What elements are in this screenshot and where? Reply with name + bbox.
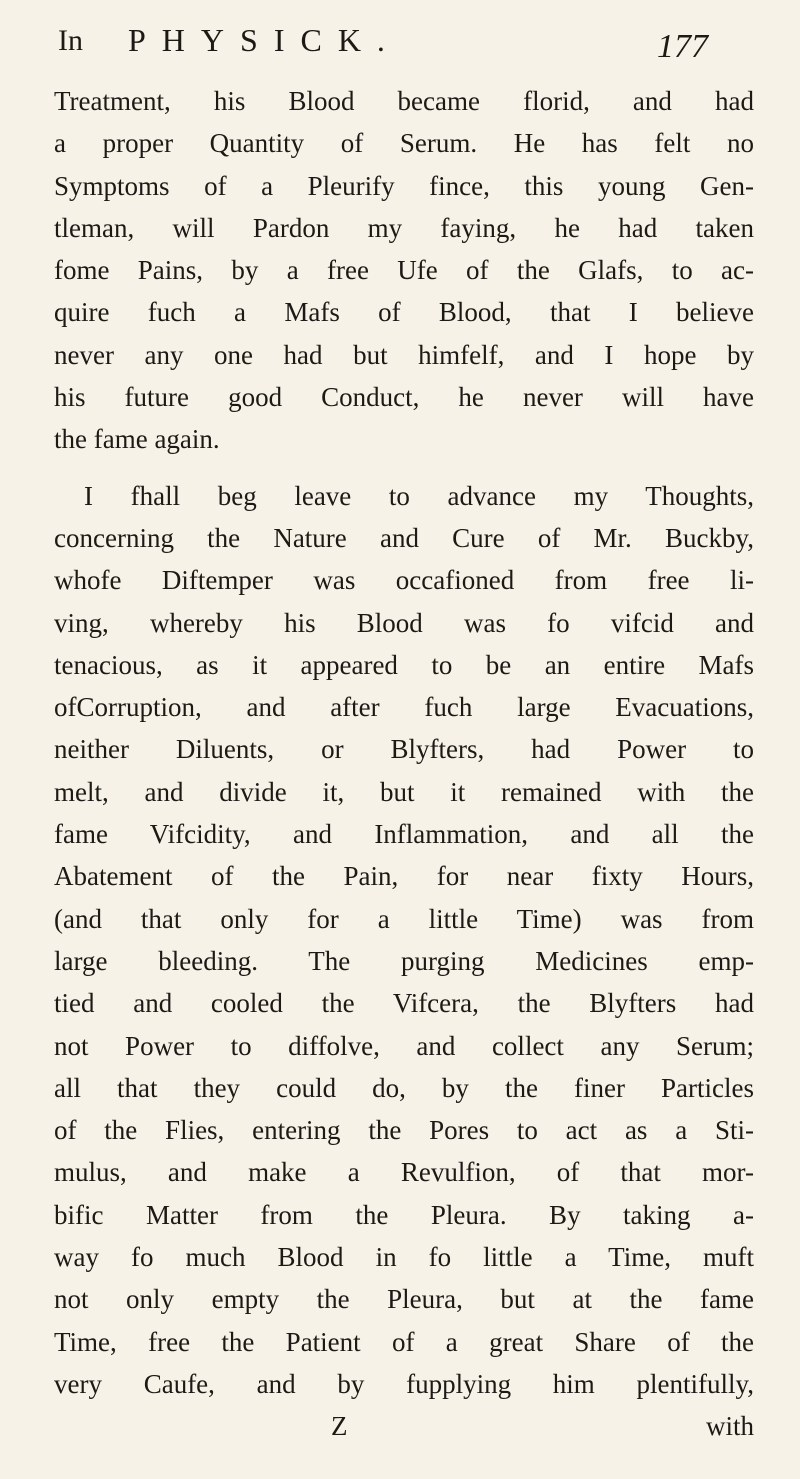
text-line: never any one had but himfelf, and I hope by — [54, 339, 754, 370]
running-title: PHYSICK. — [128, 22, 401, 58]
header-prefix: In — [58, 24, 83, 57]
text-line: a proper Quantity of Serum. He has felt no — [54, 128, 754, 159]
text-line: very Caufe, and by fupplying him plentifully, — [54, 1368, 754, 1399]
text-line: ofCorruption, and after fuch large Evacuations, — [54, 692, 754, 723]
text-line: melt, and divide it, but it remained with the — [54, 776, 754, 807]
text-line: ving, whereby his Blood was fo vifcid and — [54, 607, 754, 638]
text-line: whofe Diftemper was occafioned from free li- — [54, 565, 754, 596]
text-line: mulus, and make a Revulfion, of that mor- — [54, 1157, 754, 1188]
page-number: 177 — [657, 28, 708, 65]
text-line: concerning the Nature and Cure of Mr. Buckby, — [54, 522, 754, 553]
text-line: all that they could do, by the finer Particles — [54, 1072, 754, 1103]
page-body — [54, 80, 754, 1447]
text-line: not Power to diffolve, and collect any Serum; — [54, 1030, 754, 1061]
text-line: Treatment, his Blood became florid, and had — [54, 86, 754, 116]
text-line: his future good Conduct, he never will have — [54, 382, 754, 413]
catchword: with — [705, 1411, 754, 1442]
text-line: tenacious, as it appeared to be an entire Mafs — [54, 649, 754, 680]
text-line: the fame again. — [54, 424, 220, 455]
text-line: way fo much Blood in fo little a Time, muft — [54, 1242, 754, 1273]
text-line: Symptoms of a Pleurify fince, this young Gen- — [54, 170, 754, 201]
signature-mark: Z — [331, 1411, 348, 1442]
text-line: Time, free the Patient of a great Share of the — [54, 1326, 754, 1357]
text-line: fome Pains, by a free Ufe of the Glafs, to ac- — [54, 255, 754, 286]
text-line: bific Matter from the Pleura. By taking a- — [54, 1199, 754, 1230]
text-line: Abatement of the Pain, for near fixty Hours, — [54, 861, 754, 892]
text-line: fame Vifcidity, and Inflammation, and all the — [54, 819, 754, 850]
text-line: tied and cooled the Vifcera, the Blyfters had — [54, 988, 754, 1019]
running-header — [58, 18, 708, 64]
text-line: quire fuch a Mafs of Blood, that I believe — [54, 297, 754, 328]
text-line: tleman, will Pardon my faying, he had taken — [54, 212, 754, 243]
paragraph-start: I fhall beg leave to advance my Thoughts, — [84, 480, 754, 511]
text-line: neither Diluents, or Blyfters, had Power to — [54, 734, 754, 765]
text-line: large bleeding. The purging Medicines emp- — [54, 945, 754, 976]
text-line: (and that only for a little Time) was from — [54, 903, 754, 934]
page-footer — [54, 1405, 754, 1447]
text-line: of the Flies, entering the Pores to act as a Sti- — [54, 1115, 754, 1146]
text-line: not only empty the Pleura, but at the fame — [54, 1284, 754, 1315]
